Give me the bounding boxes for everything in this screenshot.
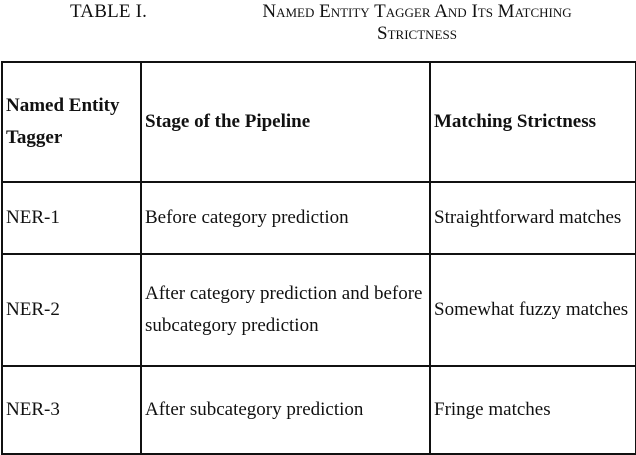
cell-strictness: Somewhat fuzzy matches — [430, 254, 636, 366]
table-title — [217, 1, 617, 45]
table-row — [2, 366, 636, 454]
cell-stage: Before category prediction — [141, 182, 430, 254]
header-stage-of-pipeline: Stage of the Pipeline — [141, 62, 430, 182]
cell-stage: After subcategory prediction — [141, 366, 430, 454]
table-row — [2, 182, 636, 254]
table-number: TABLE I. — [70, 1, 148, 22]
header-named-entity-tagger: Named Entity Tagger — [2, 62, 141, 182]
cell-stage: After category prediction and before subcategory prediction — [141, 254, 430, 366]
table-title-line-2: Strictness — [377, 23, 457, 44]
cell-tagger: NER-1 — [2, 182, 141, 254]
table-caption — [0, 0, 636, 48]
entity-tagger-table — [1, 61, 636, 455]
table-title-line-1: Named Entity Tagger And Its Matching — [262, 1, 572, 22]
table-row — [2, 254, 636, 366]
cell-strictness: Straightforward matches — [430, 182, 636, 254]
header-matching-strictness: Matching Strictness — [430, 62, 636, 182]
cell-strictness: Fringe matches — [430, 366, 636, 454]
cell-tagger: NER-2 — [2, 254, 141, 366]
cell-tagger: NER-3 — [2, 366, 141, 454]
table-header-row — [2, 62, 636, 182]
